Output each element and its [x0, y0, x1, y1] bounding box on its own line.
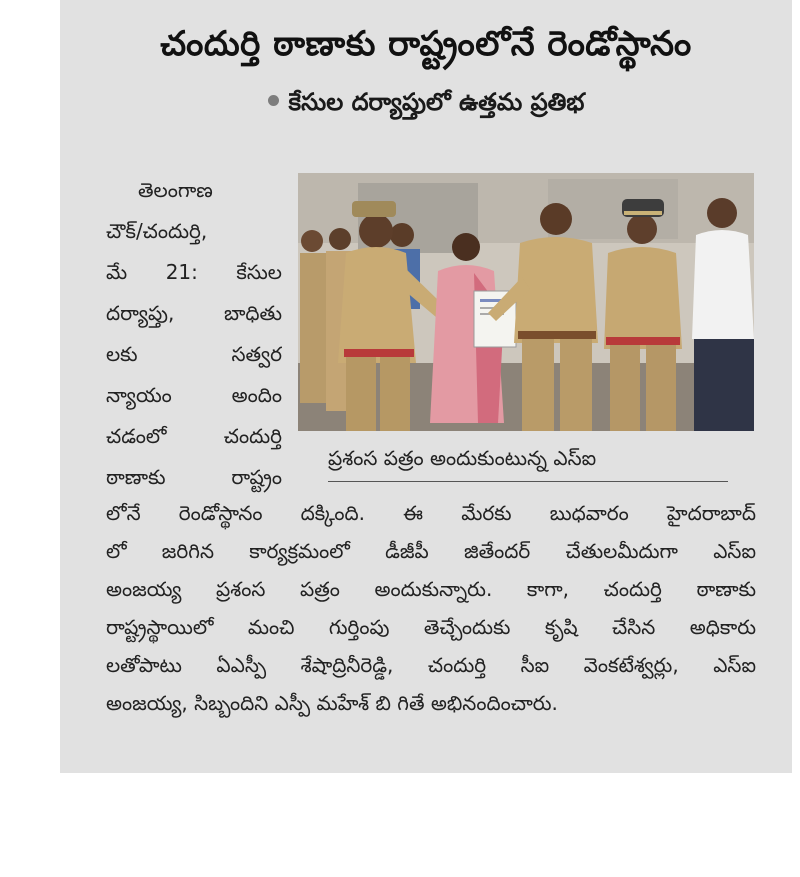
- body-line: లోనే రెండోస్థానం దక్కింది. ఈ మేరకు బుధవారం హైదరాబాద్‌: [106, 501, 756, 525]
- body-line: అంజయ్య ప్రశంస పత్రం అందుకున్నారు. కాగా, చందుర్తి ఠాణాకు: [106, 577, 756, 601]
- news-clipping: [60, 0, 792, 773]
- body-line: లతోపాటు ఏఎస్పీ శేషాద్రినీరెడ్డి, చందుర్తి సీఐ వెంకటేశ్వర్లు, ఎస్‌ఐ: [106, 653, 756, 677]
- intro-line: న్యాయం అందిం: [106, 383, 282, 407]
- intro-column: [106, 170, 282, 498]
- body-line: లో జరిగిన కార్యక్రమంలో డీజీపీ జితేందర్‌ చేతులమీదుగా ఎస్‌ఐ: [106, 539, 756, 563]
- intro-line: మే 21: కేసుల: [106, 260, 282, 284]
- body-line: అంజయ్య, సిబ్బందిని ఎస్పీ మహేశ్‌ బి గితే అభినందించారు.: [106, 691, 558, 715]
- bullet-icon: [268, 95, 279, 106]
- intro-line: చౌక్‌/చందుర్తి,: [106, 219, 208, 243]
- intro-line: ఠాణాకు రాష్ట్రం: [106, 465, 282, 489]
- subheadline: [60, 88, 792, 122]
- award-photo: [298, 173, 754, 431]
- body-line: రాష్ట్రస్థాయిలో మంచి గుర్తింపు తెచ్చేందుకు కృషి చేసిన అధికారు: [106, 615, 756, 639]
- subheadline-text: కేసుల దర్యాప్తులో ఉత్తమ ప్రతిభ: [288, 88, 585, 116]
- headline: చందుర్తి ఠాణాకు రాష్ట్రంలోనే రెండోస్థానం: [160, 24, 692, 64]
- intro-line: చడంలో చందుర్తి: [106, 424, 282, 448]
- article-body: [106, 494, 756, 722]
- caption-rule: [328, 481, 728, 482]
- photo-caption: ప్రశంస పత్రం అందుకుంటున్న ఎస్‌ఐ: [328, 446, 597, 470]
- intro-line: దర్యాప్తు, బాధితు: [106, 301, 282, 325]
- intro-line: లకు సత్వర: [106, 342, 282, 366]
- intro-line: తెలంగాణ: [138, 178, 213, 202]
- award-photo-illustration: [298, 173, 754, 431]
